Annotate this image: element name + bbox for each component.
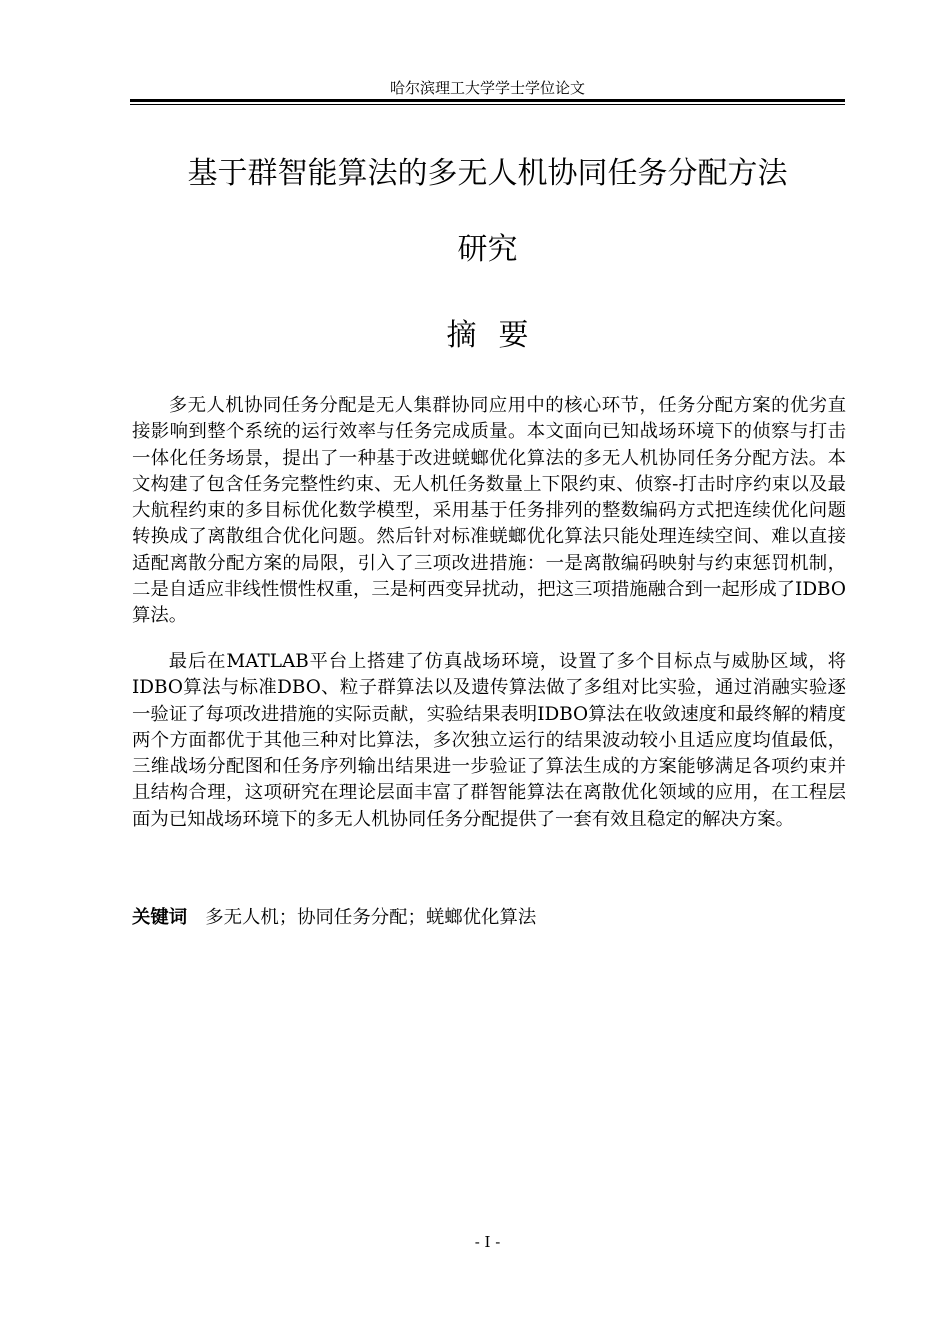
thesis-title-line-1: 基于群智能算法的多无人机协同任务分配方法 xyxy=(187,156,788,191)
keywords-label: 关键词 xyxy=(132,907,188,928)
keywords-line xyxy=(132,905,846,931)
abstract-paragraph-2: 最后在MATLAB平台上搭建了仿真战场环境，设置了多个目标点与威胁区域，将IDBO算法与标准DBO、粒子群算法以及遗传算法做了多组对比实验，通过消融实验逐一验证了每项改进措施的实际贡献，实验结果表明IDBO算法在收敛速度和最终解的精度两个方面都优于其他三种对比算法，多次独立运行的结果波动较小且适应度均值最低，三维战场分配图和任务序列输出结果进一步验证了算法生成的方案能够满足各项约束并且结构合理，这项研究在理论层面丰富了群智能算法在离散优化领域的应用，在工程层面为已知战场环境下的多无人机协同任务分配提供了一套有效且稳定的解决方案。 xyxy=(132,651,846,830)
running-header: 哈尔滨理工大学学士学位论文 xyxy=(389,79,585,97)
abstract-paragraph-1: 多无人机协同任务分配是无人集群协同应用中的核心环节，任务分配方案的优劣直接影响到整个系统的运行效率与任务完成质量。本文面向已知战场环境下的侦察与打击一体化任务场景，提出了一种基于改进蜣螂优化算法的多无人机协同任务分配方法。本文构建了包含任务完整性约束、无人机任务数量上下限约束、侦察-打击时序约束以及最大航程约束的多目标优化数学模型，采用基于任务排列的整数编码方式把连续优化问题转换成了离散组合优化问题。然后针对标准蜣螂优化算法只能处理连续空间、难以直接适配离散分配方案的局限，引入了三项改进措施：一是离散编码映射与约束惩罚机制，二是自适应非线性惯性权重，三是柯西变异扰动，把这三项措施融合到一起形成了IDBO算法。 xyxy=(132,395,846,627)
keywords-text: 多无人机；协同任务分配；蜣螂优化算法 xyxy=(205,907,537,928)
page-number: - I - xyxy=(474,1233,501,1251)
abstract-heading: 摘要 xyxy=(446,318,551,353)
thesis-title-line-2: 研究 xyxy=(457,232,518,267)
header-rule-thin xyxy=(130,104,845,105)
header-rule-thick xyxy=(130,99,845,102)
